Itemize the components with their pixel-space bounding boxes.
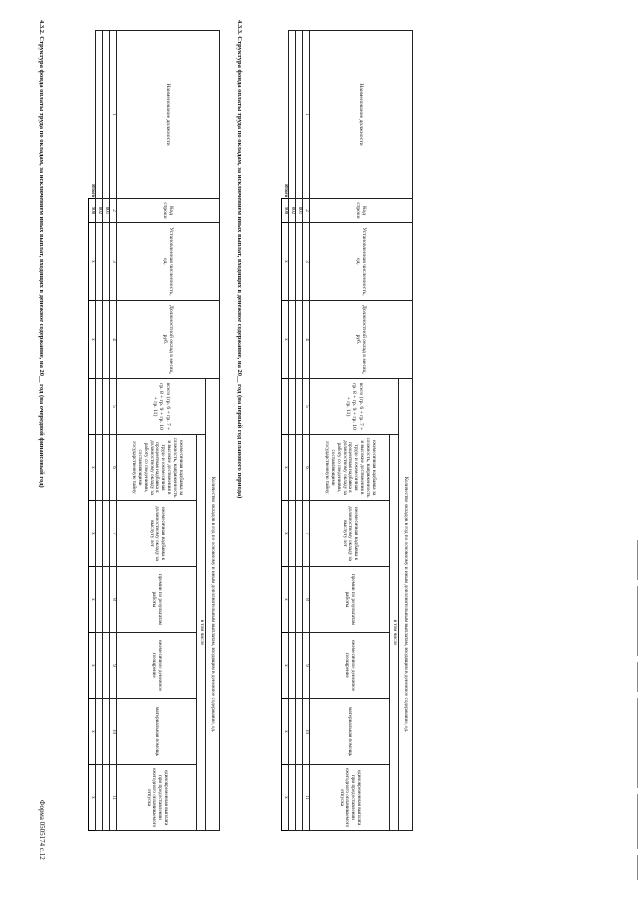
table-cell — [289, 501, 296, 567]
table-cell — [103, 501, 110, 567]
total-cell: x — [282, 633, 289, 699]
table-cell — [296, 379, 303, 435]
header-material-aid: материальная помощь — [310, 699, 390, 765]
header-monthly-salary: Должностной оклад в месяц, руб. — [117, 301, 220, 379]
header-row-code: Код строки — [310, 199, 413, 223]
table-cell — [289, 633, 296, 699]
table-cell — [96, 501, 103, 567]
header-position: Наименование должности — [310, 31, 413, 199]
column-number: 1 — [303, 31, 310, 199]
column-number: 2 — [110, 199, 117, 223]
total-cell: x — [89, 435, 96, 501]
form-reference: Форма 0505174 с.12 — [38, 800, 46, 860]
table-row — [296, 31, 303, 831]
cell-row-code: 001 — [103, 199, 110, 223]
table-cell — [296, 501, 303, 567]
scan-edge-marks — [635, 540, 638, 900]
total-cell: x — [282, 567, 289, 633]
header-monthly-salary: Должностной оклад в месяц, руб. — [310, 301, 413, 379]
total-cell: x — [89, 633, 96, 699]
table-title-4-3-3: 4.3.3. Структура фонда оплаты труда по окладам, за исключением иных выплат, входящих в денежное содержание, на 20__ год (на первый год планового периода) — [236, 20, 243, 499]
table-cell — [103, 223, 110, 301]
column-number: 4 — [110, 301, 117, 379]
column-number: 10 — [303, 699, 310, 765]
header-material-aid: материальная помощь — [117, 699, 197, 765]
total-cell: x — [282, 223, 289, 301]
cell-row-code: 002 — [96, 199, 103, 223]
column-number: 5 — [110, 379, 117, 435]
table-cell — [103, 379, 110, 435]
column-number: 1 — [110, 31, 117, 199]
table-cell — [289, 223, 296, 301]
cell-position — [103, 31, 110, 199]
header-vacation-payment: единовременная выплата при предоставлении ежегодного оплачиваемого отпуска — [310, 765, 390, 831]
header-performance-bonus: премии по результатам работы — [117, 567, 197, 633]
table-cell — [96, 765, 103, 831]
table-cell — [103, 765, 110, 831]
header-including: в том числе — [197, 435, 206, 831]
table-cell — [296, 699, 303, 765]
header-complexity-allowance: ежемесячная надбавка за сложность, напряженность и высокие достижения в труде и ежемесячная процентная надбавка к должностному окладу за работу со сведениями, составляющими государственную тайну — [117, 435, 197, 501]
total-cell — [282, 379, 289, 435]
header-position: Наименование должности — [117, 31, 220, 199]
total-row — [89, 31, 96, 831]
table-cell — [289, 567, 296, 633]
table-cell — [289, 699, 296, 765]
total-cell: x — [89, 765, 96, 831]
total-cell: x — [282, 765, 289, 831]
table-cell — [289, 301, 296, 379]
table-cell — [96, 435, 103, 501]
column-number: 10 — [110, 699, 117, 765]
header-vacation-payment: единовременная выплата при предоставлении ежегодного оплачиваемого отпуска — [117, 765, 197, 831]
column-number: 2 — [303, 199, 310, 223]
table-cell — [96, 301, 103, 379]
column-number: 11 — [110, 765, 117, 831]
header-total: всего (гр. 6 + гр. 7 + гр. 8 + гр. 9 + гр. 10 + гр. 11) — [310, 379, 399, 435]
table-row — [96, 31, 103, 831]
header-seniority-allowance: ежемесячная надбавка к должностному окладу за выслугу лет — [310, 501, 390, 567]
table-cell — [296, 567, 303, 633]
total-cell: x — [89, 223, 96, 301]
salary-structure-table-first-plan-year — [281, 30, 413, 831]
header-seniority-allowance: ежемесячная надбавка к должностному окладу за выслугу лет — [117, 501, 197, 567]
total-cell: x — [89, 501, 96, 567]
table-cell — [103, 633, 110, 699]
table-cell — [296, 435, 303, 501]
header-performance-bonus: премии по результатам работы — [310, 567, 390, 633]
total-row-code: 900 — [89, 199, 96, 223]
table-cell — [96, 379, 103, 435]
table-cell — [296, 633, 303, 699]
table-row — [289, 31, 296, 831]
cell-position — [289, 31, 296, 199]
total-row-code: 900 — [282, 199, 289, 223]
header-including: в том числе — [390, 435, 399, 831]
header-monthly-incentive: ежемесячное денежное поощрение — [117, 633, 197, 699]
table-cell — [296, 765, 303, 831]
header-row-code: Код строки — [117, 199, 220, 223]
total-cell: x — [89, 301, 96, 379]
table-cell — [103, 567, 110, 633]
table-cell — [103, 699, 110, 765]
table-cell — [103, 301, 110, 379]
column-number: 7 — [110, 501, 117, 567]
column-number: 6 — [110, 435, 117, 501]
table-cell — [296, 301, 303, 379]
cell-position — [96, 31, 103, 199]
column-number: 8 — [303, 567, 310, 633]
table-row — [103, 31, 110, 831]
table-cell — [96, 567, 103, 633]
total-label: Итого — [89, 184, 95, 197]
table-cell — [289, 379, 296, 435]
column-number: 9 — [303, 633, 310, 699]
total-cell — [89, 379, 96, 435]
total-cell: x — [282, 699, 289, 765]
column-number: 5 — [303, 379, 310, 435]
total-cell: x — [282, 501, 289, 567]
salary-structure-table-next-year — [88, 30, 220, 831]
header-salary-quantity-group: Количество окладов в год по основному и иным дополнительным выплатам, входящим в денежное содержание, ед. — [399, 379, 413, 831]
cell-row-code: 002 — [289, 199, 296, 223]
column-number: 3 — [110, 223, 117, 301]
table-cell — [96, 223, 103, 301]
total-label: Итого — [282, 184, 288, 197]
table-cell — [296, 223, 303, 301]
cell-position — [296, 31, 303, 199]
cell-row-code: 001 — [296, 199, 303, 223]
column-number: 7 — [303, 501, 310, 567]
total-cell: x — [282, 301, 289, 379]
column-number: 6 — [303, 435, 310, 501]
table-cell — [289, 435, 296, 501]
table-title-4-3-2: 4.3.2. Структура фонда оплаты труда по окладам, за исключением иных выплат, входящих в денежное содержание, на 20__ год (на очередной финансовый год) — [38, 20, 45, 488]
column-number: 11 — [303, 765, 310, 831]
column-number: 9 — [110, 633, 117, 699]
table-cell — [96, 633, 103, 699]
header-monthly-incentive: ежемесячное денежное поощрение — [310, 633, 390, 699]
header-staff-count: Установленная численность, ед. — [117, 223, 220, 301]
header-salary-quantity-group: Количество окладов в год по основному и иным дополнительным выплатам, входящим в денежное содержание, ед. — [206, 379, 220, 831]
total-cell: x — [89, 567, 96, 633]
total-row — [282, 31, 289, 831]
table-cell — [96, 699, 103, 765]
column-number: 4 — [303, 301, 310, 379]
header-complexity-allowance: ежемесячная надбавка за сложность, напряженность и высокие достижения в труде и ежемесячная процентная надбавка к должностному окладу за работу со сведениями, составляющими государственную тайну — [310, 435, 390, 501]
column-number: 3 — [303, 223, 310, 301]
total-cell: x — [89, 699, 96, 765]
table-cell — [103, 435, 110, 501]
table-cell — [289, 765, 296, 831]
column-number: 8 — [110, 567, 117, 633]
header-total: всего (гр. 6 + гр. 7 + гр. 8 + гр. 9 + гр. 10 + гр. 11) — [117, 379, 206, 435]
total-cell: x — [282, 435, 289, 501]
header-staff-count: Установленная численность, ед. — [310, 223, 413, 301]
